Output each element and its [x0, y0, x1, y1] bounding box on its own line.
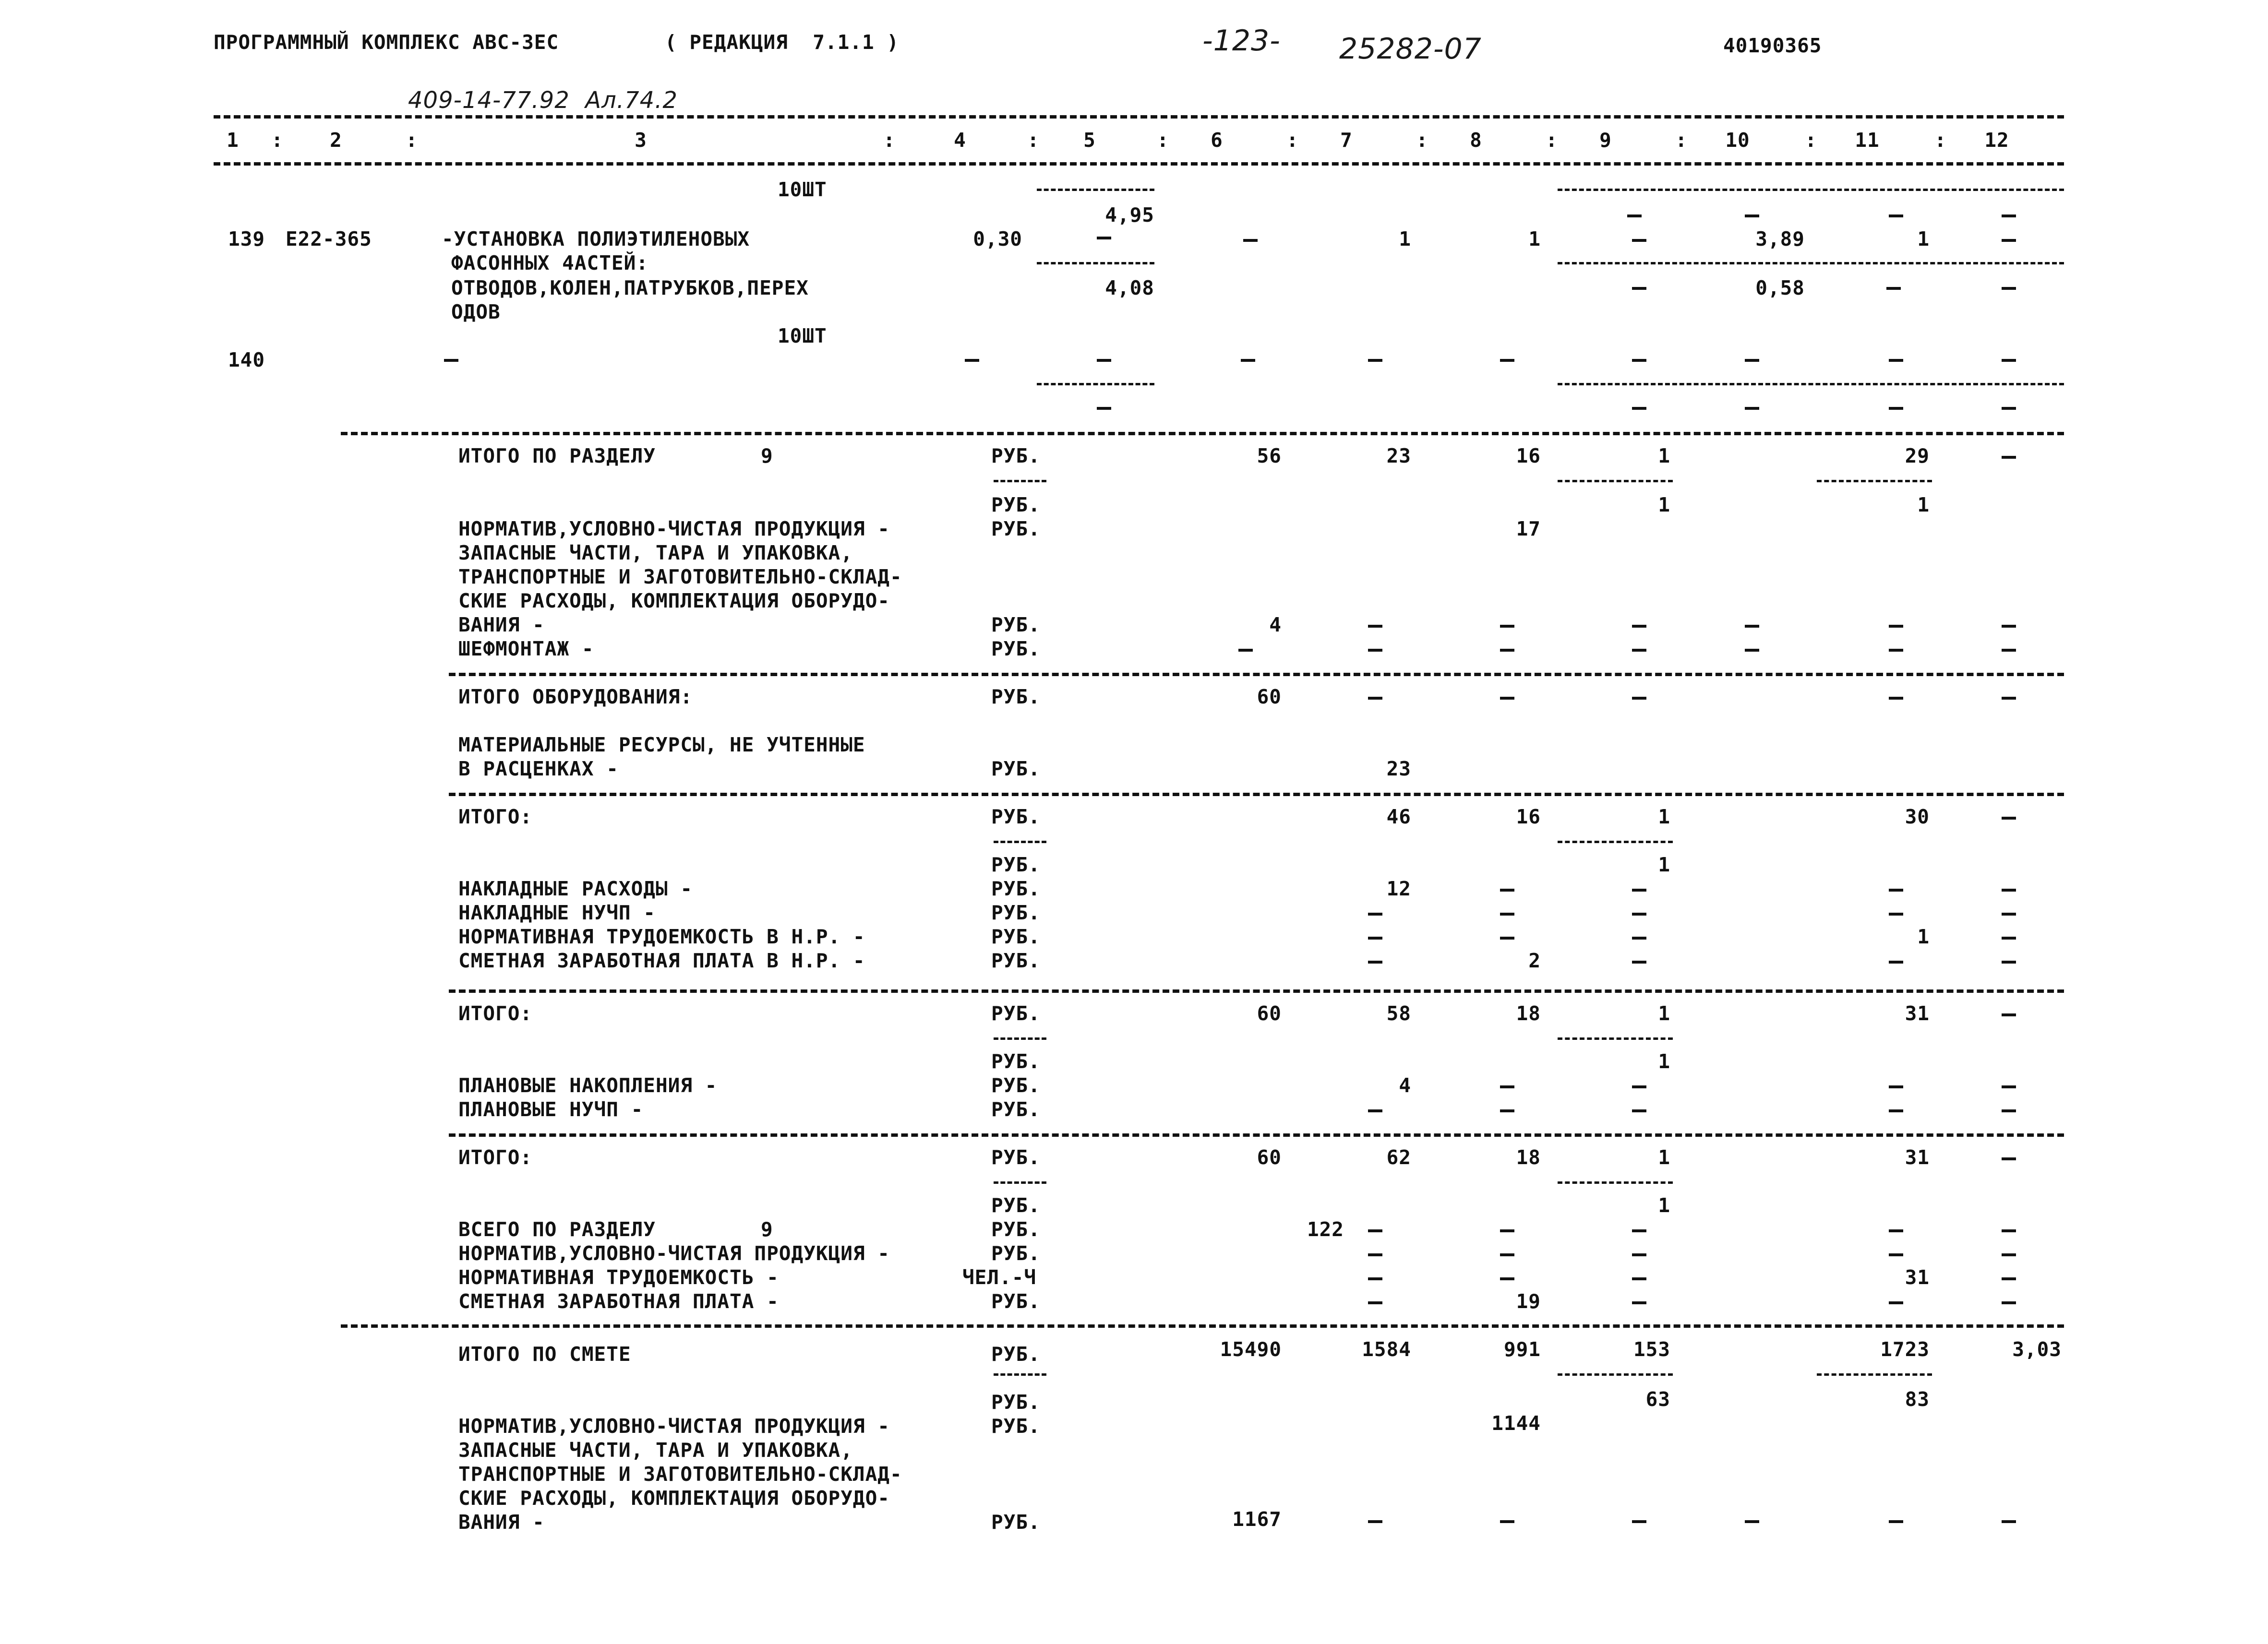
unit-rub: РУБ. — [991, 949, 1041, 972]
cell-value: 31 — [1905, 1002, 1930, 1025]
dash-mark — [1238, 649, 1253, 652]
cell-value: 3,03 — [2012, 1338, 2062, 1361]
unit-rub: РУБ. — [991, 1218, 1041, 1241]
cell-value: 19 — [1516, 1290, 1541, 1313]
dash-mark — [2002, 287, 2016, 290]
dash-mark — [2002, 1157, 2016, 1160]
divider — [1817, 1373, 1932, 1376]
spare-parts-label: ТРАНСПОРТНЫЕ И ЗАГОТОВИТЕЛЬНО-СКЛАД- — [458, 565, 902, 588]
planned-savings-label: ПЛАНОВЫЕ НАКОПЛЕНИЯ - — [458, 1074, 718, 1097]
divider — [1558, 1373, 1673, 1376]
dash-mark — [1632, 1253, 1646, 1256]
col-separator: : — [1416, 129, 1428, 152]
divider — [994, 1373, 1046, 1376]
cell-value: 1 — [1658, 805, 1670, 828]
col-header-9: 9 — [1599, 129, 1612, 152]
dash-mark — [1243, 239, 1258, 242]
unit-rub: РУБ. — [991, 1242, 1041, 1265]
section-rule — [449, 793, 2064, 796]
dash-mark — [1500, 913, 1514, 916]
dash-mark — [1632, 407, 1646, 410]
dash-mark — [1368, 359, 1382, 362]
unit-rub: РУБ. — [991, 1098, 1041, 1121]
cell-value: 60 — [1257, 1002, 1282, 1025]
labor-norm-np-label: НОРМАТИВНАЯ ТРУДОЕМКОСТЬ В Н.Р. - — [458, 925, 865, 948]
divider — [994, 841, 1046, 843]
dash-mark — [1097, 359, 1111, 362]
section-rule — [341, 1324, 2064, 1328]
col-header-7: 7 — [1340, 129, 1353, 152]
divider — [994, 480, 1046, 482]
col-header-1: 1 — [227, 129, 239, 152]
dash-mark — [1632, 913, 1646, 916]
col-separator: : — [1934, 129, 1947, 152]
dash-mark — [1889, 1085, 1903, 1088]
dash-mark — [1632, 239, 1646, 242]
divider — [1558, 383, 2064, 385]
unit-rub: РУБ. — [991, 517, 1041, 540]
cell-value: 29 — [1905, 444, 1930, 467]
section-rule — [341, 432, 2064, 435]
divider — [1558, 1037, 1673, 1040]
cell-value: 12 — [1386, 877, 1411, 900]
col-header-11: 11 — [1855, 129, 1880, 152]
dash-mark — [1368, 1229, 1382, 1232]
unit-rub: РУБ. — [991, 685, 1041, 708]
dash-mark — [2002, 456, 2016, 459]
dash-mark — [1632, 697, 1646, 700]
edition-label: ( РЕДАКЦИЯ 7.1.1 ) — [665, 31, 899, 54]
unit-rub: РУБ. — [991, 877, 1041, 900]
dash-mark — [1889, 697, 1903, 700]
dash-mark — [1500, 1229, 1514, 1232]
unit-rub: РУБ. — [991, 637, 1041, 660]
dash-mark — [2002, 1277, 2016, 1280]
unit-label: 10ШТ — [778, 178, 827, 201]
dash-mark — [1632, 287, 1646, 290]
col-separator: : — [1805, 129, 1817, 152]
unit-rub: РУБ. — [991, 901, 1041, 924]
col-header-4: 4 — [954, 129, 966, 152]
dash-mark — [2002, 359, 2016, 362]
spare-parts-label: ЗАПАСНЫЕ ЧАСТИ, ТАРА И УПАКОВКА, — [458, 541, 853, 564]
dash-mark — [1632, 625, 1646, 628]
dash-mark — [2002, 937, 2016, 940]
dash-mark — [1889, 359, 1903, 362]
row-description: ОТВОДОВ,КОЛЕН,ПАТРУБКОВ,ПЕРЕХ — [451, 276, 809, 299]
dash-mark — [1632, 649, 1646, 652]
col-separator: : — [1675, 129, 1688, 152]
dash-mark — [2002, 214, 2016, 217]
dash-mark — [1889, 961, 1903, 964]
normativ-label: НОРМАТИВ,УСЛОВНО-ЧИСТАЯ ПРОДУКЦИЯ - — [458, 1242, 890, 1265]
dash-mark — [2002, 1253, 2016, 1256]
dash-mark — [1632, 1520, 1646, 1523]
cell-value: 1 — [1658, 1050, 1670, 1073]
estimate-total-label: ИТОГО ПО СМЕТЕ — [458, 1343, 631, 1366]
cell-value: 1 — [1658, 493, 1670, 516]
cell-value: 58 — [1386, 1002, 1411, 1025]
cell-value: 1 — [1528, 227, 1541, 250]
section-rule — [449, 673, 2064, 676]
cell-value: 1 — [1917, 925, 1930, 948]
dash-mark — [1745, 407, 1759, 410]
col-separator: : — [883, 129, 896, 152]
cell-value: 18 — [1516, 1146, 1541, 1169]
dash-mark — [2002, 1301, 2016, 1304]
normativ-label: НОРМАТИВ,УСЛОВНО-ЧИСТАЯ ПРОДУКЦИЯ - — [458, 517, 890, 540]
materials-label: МАТЕРИАЛЬНЫЕ РЕСУРСЫ, НЕ УЧТЕННЫЕ — [458, 733, 865, 756]
dash-mark — [1500, 1253, 1514, 1256]
dash-mark — [2002, 1013, 2016, 1016]
cell-value: 16 — [1516, 444, 1541, 467]
dash-mark — [2002, 889, 2016, 892]
cell-value: 991 — [1503, 1338, 1541, 1361]
row-description: -УСТАНОВКА ПОЛИЭТИЛЕНОВЫХ — [442, 227, 750, 250]
divider — [1558, 480, 1673, 482]
dash-mark — [1097, 407, 1111, 410]
dash-mark — [1632, 1277, 1646, 1280]
dash-mark — [1632, 889, 1646, 892]
unit-rub: РУБ. — [991, 853, 1041, 876]
cell-value: 1144 — [1491, 1412, 1541, 1435]
dash-mark — [1889, 889, 1903, 892]
dash-mark — [2002, 239, 2016, 242]
cell-value: 4 — [1399, 1074, 1411, 1097]
overhead-label: НАКЛАДНЫЕ РАСХОДЫ - — [458, 877, 693, 900]
dash-mark — [1368, 1109, 1382, 1112]
cell-value: 4,08 — [1105, 276, 1154, 299]
project-code: 25282-07 — [1339, 32, 1482, 66]
cell-value: 3,89 — [1755, 227, 1805, 250]
program-title: ПРОГРАММНЫЙ КОМПЛЕКС АВС-ЗЕС — [214, 31, 559, 54]
dash-mark — [1632, 937, 1646, 940]
section-number: 9 — [761, 444, 773, 467]
section-total-label: ИТОГО ПО РАЗДЕЛУ — [458, 444, 656, 467]
dash-mark — [2002, 1229, 2016, 1232]
dash-mark — [1368, 913, 1382, 916]
equipment-total-label: ИТОГО ОБОРУДОВАНИЯ: — [458, 685, 693, 708]
handwritten-reference: 409-14-77.92 Ал.74.2 — [408, 87, 678, 114]
dash-mark — [1500, 625, 1514, 628]
dash-mark — [2002, 961, 2016, 964]
divider — [1037, 262, 1154, 264]
dash-mark — [1500, 937, 1514, 940]
planned-nuchp-label: ПЛАНОВЫЕ НУЧП - — [458, 1098, 644, 1121]
unit-rub: РУБ. — [991, 805, 1041, 828]
unit-rub: РУБ. — [991, 1074, 1041, 1097]
cell-value: 23 — [1386, 444, 1411, 467]
dash-mark — [1745, 625, 1759, 628]
dash-mark — [2002, 1085, 2016, 1088]
dash-mark — [1368, 1253, 1382, 1256]
dash-mark — [1632, 1229, 1646, 1232]
unit-rub: РУБ. — [991, 1002, 1041, 1025]
dash-mark — [1500, 889, 1514, 892]
spare-parts-label: СКИЕ РАСХОДЫ, КОМПЛЕКТАЦИЯ ОБОРУДО- — [458, 1487, 890, 1510]
section-rule — [449, 1133, 2064, 1137]
col-header-10: 10 — [1725, 129, 1750, 152]
dash-mark — [1241, 359, 1255, 362]
divider — [1037, 189, 1154, 191]
dash-mark — [1889, 1229, 1903, 1232]
cell-value: 63 — [1645, 1388, 1670, 1411]
dash-mark — [2002, 697, 2016, 700]
cell-value: 1167 — [1232, 1508, 1282, 1531]
spare-parts-label: ЗАПАСНЫЕ ЧАСТИ, ТАРА И УПАКОВКА, — [458, 1439, 853, 1462]
row-quantity: 0,30 — [973, 227, 1022, 250]
cell-value: 1 — [1658, 1194, 1670, 1217]
dash-mark — [1889, 1253, 1903, 1256]
cell-value: 2 — [1528, 949, 1541, 972]
cell-value: 153 — [1633, 1338, 1670, 1361]
dash-mark — [1745, 359, 1759, 362]
spare-parts-label: СКИЕ РАСХОДЫ, КОМПЛЕКТАЦИЯ ОБОРУДО- — [458, 589, 890, 612]
dash-mark — [2002, 649, 2016, 652]
row-code: Е22-365 — [286, 227, 372, 250]
subtotal-label: ИТОГО: — [458, 805, 533, 828]
dash-mark — [1368, 1277, 1382, 1280]
col-header-2: 2 — [330, 129, 342, 152]
divider — [1817, 480, 1932, 482]
dash-mark — [1889, 1301, 1903, 1304]
dash-mark — [2002, 913, 2016, 916]
col-separator: : — [406, 129, 418, 152]
header-top-rule — [214, 115, 2064, 119]
dash-mark — [1632, 1109, 1646, 1112]
col-header-12: 12 — [1984, 129, 2009, 152]
header-bottom-rule — [214, 162, 2064, 166]
cell-value: 1 — [1658, 1146, 1670, 1169]
subtotal-label: ИТОГО: — [458, 1146, 533, 1169]
cell-value: 17 — [1516, 517, 1541, 540]
normativ-label: НОРМАТИВ,УСЛОВНО-ЧИСТАЯ ПРОДУКЦИЯ - — [458, 1415, 890, 1438]
dash-mark — [1500, 1277, 1514, 1280]
cell-value: 1 — [1658, 853, 1670, 876]
cell-value: 122 — [1307, 1218, 1344, 1241]
grand-section-label: ВСЕГО ПО РАЗДЕЛУ — [458, 1218, 656, 1241]
cell-value: 1584 — [1362, 1338, 1411, 1361]
dash-mark — [1368, 961, 1382, 964]
divider — [1558, 1181, 1673, 1184]
document-id: 40190365 — [1723, 34, 1822, 57]
dash-mark — [1745, 214, 1759, 217]
page-number: -123- — [1202, 24, 1281, 58]
dash-mark — [1632, 1301, 1646, 1304]
col-header-5: 5 — [1083, 129, 1096, 152]
cell-value: 16 — [1516, 805, 1541, 828]
unit-rub: РУБ. — [991, 1146, 1041, 1169]
unit-rub: РУБ. — [991, 493, 1041, 516]
unit-rub: РУБ. — [991, 1511, 1041, 1534]
subtotal-label: ИТОГО: — [458, 1002, 533, 1025]
col-header-6: 6 — [1211, 129, 1223, 152]
cell-value: 0,58 — [1755, 276, 1805, 299]
divider — [1558, 262, 2064, 264]
row-number: 140 — [228, 348, 265, 371]
cell-value: 60 — [1257, 1146, 1282, 1169]
unit-rub: РУБ. — [991, 444, 1041, 467]
dash-mark — [1368, 625, 1382, 628]
cell-value: 15490 — [1220, 1338, 1282, 1361]
cell-value: 4 — [1269, 613, 1282, 636]
cell-value: 31 — [1905, 1266, 1930, 1289]
divider — [1558, 189, 2064, 191]
dash-mark — [1745, 649, 1759, 652]
unit-rub: РУБ. — [991, 1391, 1041, 1414]
dash-mark — [1889, 625, 1903, 628]
unit-man-hours: ЧЕЛ.-Ч — [962, 1266, 1037, 1289]
cell-value: 56 — [1257, 444, 1282, 467]
divider — [994, 1181, 1046, 1184]
dash-mark — [1500, 359, 1514, 362]
row-description: ОДОВ — [451, 300, 501, 323]
dash-mark — [1889, 1520, 1903, 1523]
unit-rub: РУБ. — [991, 1050, 1041, 1073]
cell-value: 1 — [1658, 444, 1670, 467]
shefmontazh-label: ШЕФМОНТАЖ - — [458, 637, 594, 660]
overhead-nuchp-label: НАКЛАДНЫЕ НУЧП - — [458, 901, 656, 924]
cell-value: 23 — [1386, 757, 1411, 780]
col-separator: : — [1546, 129, 1558, 152]
col-header-8: 8 — [1470, 129, 1482, 152]
labor-norm-label: НОРМАТИВНАЯ ТРУДОЕМКОСТЬ - — [458, 1266, 779, 1289]
col-separator: : — [1286, 129, 1299, 152]
dash-mark — [1627, 214, 1642, 217]
dash-mark — [1500, 697, 1514, 700]
materials-label: В РАСЦЕНКАХ - — [458, 757, 619, 780]
unit-rub: РУБ. — [991, 925, 1041, 948]
wage-np-label: СМЕТНАЯ ЗАРАБОТНАЯ ПЛАТА В Н.Р. - — [458, 949, 865, 972]
unit-rub: РУБ. — [991, 1290, 1041, 1313]
dash-mark — [2002, 1520, 2016, 1523]
row-number: 139 — [228, 227, 265, 250]
divider — [994, 1037, 1046, 1040]
col-separator: : — [1027, 129, 1040, 152]
dash-mark — [1889, 913, 1903, 916]
divider — [1037, 383, 1154, 385]
dash-mark — [1500, 1085, 1514, 1088]
cell-value: 1 — [1399, 227, 1411, 250]
dash-mark — [1500, 649, 1514, 652]
spare-parts-label: ТРАНСПОРТНЫЕ И ЗАГОТОВИТЕЛЬНО-СКЛАД- — [458, 1463, 902, 1486]
cell-value: 18 — [1516, 1002, 1541, 1025]
dash-mark — [965, 359, 979, 362]
row-description: ФАСОННЫХ 4АСТЕЙ: — [451, 251, 648, 274]
unit-rub: РУБ. — [991, 1343, 1041, 1366]
spare-parts-label: ВАНИЯ - — [458, 1511, 545, 1534]
dash-mark — [1632, 359, 1646, 362]
dash-mark — [1097, 237, 1111, 239]
cell-value: 1 — [1917, 493, 1930, 516]
spare-parts-label: ВАНИЯ - — [458, 613, 545, 636]
dash-mark — [1632, 961, 1646, 964]
cell-value: 4,95 — [1105, 203, 1154, 226]
section-rule — [449, 989, 2064, 993]
dash-mark — [1500, 1520, 1514, 1523]
cell-value: 62 — [1386, 1146, 1411, 1169]
col-separator: : — [271, 129, 284, 152]
dash-mark — [444, 359, 458, 362]
dash-mark — [1886, 287, 1901, 290]
dash-mark — [2002, 625, 2016, 628]
cell-value: 60 — [1257, 685, 1282, 708]
dash-mark — [1368, 1520, 1382, 1523]
unit-rub: РУБ. — [991, 613, 1041, 636]
dash-mark — [1368, 1301, 1382, 1304]
dash-mark — [1500, 1109, 1514, 1112]
divider — [1558, 841, 1673, 843]
dash-mark — [1889, 407, 1903, 410]
wage-label: СМЕТНАЯ ЗАРАБОТНАЯ ПЛАТА - — [458, 1290, 779, 1313]
cell-value: 46 — [1386, 805, 1411, 828]
dash-mark — [1368, 697, 1382, 700]
dash-mark — [1889, 649, 1903, 652]
cell-value: 30 — [1905, 805, 1930, 828]
cell-value: 83 — [1905, 1388, 1930, 1411]
col-header-3: 3 — [635, 129, 647, 152]
cell-value: 1723 — [1880, 1338, 1930, 1361]
unit-rub: РУБ. — [991, 1415, 1041, 1438]
section-number: 9 — [761, 1218, 773, 1241]
cell-value: 1 — [1658, 1002, 1670, 1025]
dash-mark — [2002, 1109, 2016, 1112]
unit-rub: РУБ. — [991, 757, 1041, 780]
dash-mark — [1368, 937, 1382, 940]
dash-mark — [1745, 1520, 1759, 1523]
dash-mark — [2002, 407, 2016, 410]
dash-mark — [1632, 1085, 1646, 1088]
dash-mark — [2002, 817, 2016, 820]
unit-label: 10ШТ — [778, 324, 827, 347]
col-separator: : — [1157, 129, 1169, 152]
cell-value: 1 — [1917, 227, 1930, 250]
cell-value: 31 — [1905, 1146, 1930, 1169]
dash-mark — [1889, 1109, 1903, 1112]
dash-mark — [1368, 649, 1382, 652]
unit-rub: РУБ. — [991, 1194, 1041, 1217]
dash-mark — [1889, 214, 1903, 217]
